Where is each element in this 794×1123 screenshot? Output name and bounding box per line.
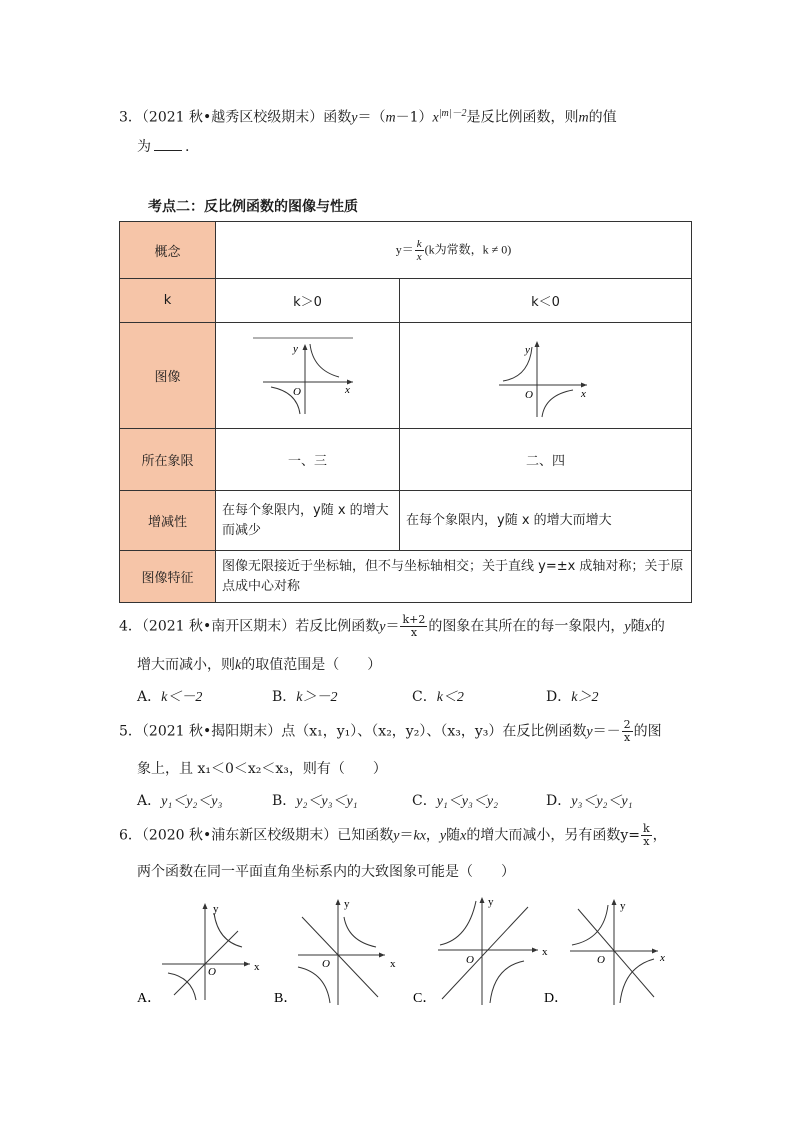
q3-line2 (137, 136, 189, 156)
q6-line2: 两个函数在同一平面直角坐标系内的大致图象可能是（ ） (137, 864, 515, 880)
option-label: C． (412, 689, 437, 705)
concept-formula (216, 222, 692, 279)
q6-graph-b[interactable] (298, 898, 396, 1005)
q3-text: －1） (395, 109, 433, 126)
q6-graph-c[interactable] (438, 896, 548, 1005)
origin-label: O (466, 954, 474, 966)
q6-text: 随 (446, 827, 461, 844)
q6-text: ， (652, 827, 667, 844)
q5-option-a[interactable] (137, 790, 222, 810)
axis-y-label: y (213, 903, 219, 915)
q6-number: 6． (119, 827, 142, 844)
quadrant-label: 所在象限 (120, 429, 216, 491)
q4-var: k (235, 658, 242, 673)
q6-text: ， (425, 827, 440, 844)
q4-text: 随 (630, 618, 645, 635)
axis-y-label: y (488, 896, 494, 908)
feature-text: 图像无限接近于坐标轴，但不与坐标轴相交；关于直线 y=±x 成轴对称；关于原点成中心对称 (216, 551, 692, 603)
axis-y-label: y (292, 342, 298, 355)
q3-text: 函数 (323, 109, 352, 126)
q4-text: ＝ (385, 618, 400, 635)
q6-text: y= (620, 827, 640, 844)
q4-line1 (119, 614, 665, 639)
option-label: A． (137, 689, 162, 705)
q3-text: 的值 (588, 109, 617, 126)
q5-line1 (119, 719, 662, 744)
q6-text: 的增大而减小，另有函数 (466, 827, 621, 844)
q3-text: ＝（ (357, 109, 386, 126)
axis-x-label: x (580, 387, 586, 400)
q3-var: x (432, 110, 439, 126)
q6-var: x (460, 828, 467, 844)
frac-den: x (410, 626, 418, 639)
q6-var: y (439, 828, 447, 844)
origin-label: O (208, 966, 216, 978)
q3-exponent: |m|－2 (438, 108, 467, 119)
feature-label: 图像特征 (120, 551, 216, 603)
origin-label: O (524, 388, 533, 401)
frac-num: 2 (623, 718, 631, 731)
q6-text: 已知函数 (337, 827, 394, 844)
frac-den: x (623, 731, 631, 744)
q4-var: x (644, 619, 651, 635)
option-label: C． (412, 793, 437, 809)
frac-num: k (643, 822, 650, 835)
quadrant-negative: 二、四 (400, 429, 692, 491)
q3-text: . (185, 139, 190, 155)
option-label: B． (272, 793, 297, 809)
q6-var: kx (413, 828, 426, 844)
option-text: y₃＜y₂＜y₁ (571, 794, 633, 809)
q4-text: 的取值范围是（ ） (241, 657, 382, 673)
q5-option-d[interactable] (546, 790, 632, 810)
q3-var: m (578, 110, 589, 126)
q5-number: 5． (119, 723, 142, 740)
frac-den: x (643, 835, 650, 848)
q3-line1 (119, 104, 617, 127)
properties-table (119, 221, 692, 603)
q5-text: ＝－ (592, 723, 621, 740)
option-text: y₁＜y₃＜y₂ (436, 794, 498, 809)
q4-text: 的图象在其所在的每一象限内， (428, 618, 625, 635)
option-label: D． (546, 793, 572, 809)
q3-var: m (385, 110, 396, 126)
option-text: k＞2 (571, 690, 599, 705)
monotonic-label: 增减性 (120, 491, 216, 551)
q6-option-b-label[interactable]: B． (274, 991, 298, 1006)
origin-label: O (292, 385, 301, 398)
q5-line2: 象上，且 x₁＜0＜x₂＜x₃，则有（ ） (137, 761, 387, 777)
q4-option-b[interactable] (272, 686, 338, 706)
frac-num: k+2 (402, 613, 426, 626)
q4-text: 若反比例函数 (295, 618, 380, 635)
hyperbola-first-third-graph (253, 336, 363, 416)
option-label: A． (137, 793, 162, 809)
q5-var: y (586, 724, 593, 740)
quadrant-positive: 一、三 (216, 429, 400, 491)
q5-fraction (622, 719, 633, 744)
q6-source: （2020 秋•浦东新区校级期末） (141, 827, 338, 844)
axis-y-label: y (620, 900, 626, 912)
q3-text: 为 (137, 139, 151, 155)
monotonic-negative: 在每个象限内，y随 x 的增大而增大 (400, 491, 692, 551)
section-title: 考点二：反比例函数的图像与性质 (148, 199, 358, 215)
q5-option-b[interactable] (272, 790, 358, 810)
q6-var: y (393, 828, 400, 844)
k-positive: k＞0 (216, 279, 400, 323)
q4-option-d[interactable] (546, 686, 598, 706)
graph-k-negative (400, 323, 692, 429)
option-text: y₁＜y₂＜y₃ (161, 794, 223, 809)
axis-x-label: x (660, 952, 665, 964)
option-label: D． (546, 689, 572, 705)
q3-source: （2021 秋•越秀区校级期末） (141, 109, 324, 126)
q4-option-c[interactable] (412, 686, 464, 706)
option-text: k＜－2 (161, 690, 203, 705)
origin-label: O (597, 954, 605, 966)
axis-x-label: x (542, 946, 548, 958)
option-text: k＞－2 (296, 690, 338, 705)
k-label: k (120, 279, 216, 323)
axis-x-label: x (344, 383, 350, 396)
graph-k-positive (216, 323, 400, 429)
q6-text: ＝ (399, 827, 414, 844)
q4-text: 增大而减小，则 (137, 657, 235, 673)
frac-den: x (416, 250, 422, 263)
q6-line1 (119, 823, 667, 848)
option-label: B． (272, 689, 297, 705)
frac-num: k (416, 237, 422, 250)
q6-option-c-label[interactable]: C． (413, 991, 437, 1006)
axis-y-label: y (524, 343, 530, 356)
q4-fraction (400, 614, 427, 639)
graph-label: 图像 (120, 323, 216, 429)
q5-text: 点（x₁，y₁）、（x₂，y₂）、（x₃，y₃）在反比例函数 (281, 723, 587, 740)
q4-source: （2021 秋•南开区期末） (141, 618, 296, 635)
q6-option-graphs (130, 895, 780, 1010)
formula-text: y＝ (395, 241, 414, 256)
q5-option-c[interactable] (412, 790, 498, 810)
q5-text: 的图 (633, 723, 662, 740)
q4-text: 的 (650, 618, 665, 635)
q6-graph-d[interactable] (570, 899, 665, 1005)
answer-blank (154, 138, 182, 151)
q4-option-a[interactable] (137, 686, 202, 706)
q4-var: y (379, 619, 386, 635)
origin-label: O (322, 958, 330, 970)
q4-var: y (624, 619, 631, 635)
q6-graph-a[interactable] (162, 903, 260, 1000)
option-text: y₂＜y₃＜y₁ (296, 794, 358, 809)
q4-line2 (137, 654, 381, 674)
q4-number: 4． (119, 618, 142, 635)
k-negative: k＜0 (400, 279, 692, 323)
q6-fraction (641, 823, 652, 848)
q6-option-a-label[interactable]: A． (137, 991, 162, 1006)
hyperbola-second-fourth-graph (491, 333, 601, 419)
q3-text: 是反比例函数，则 (466, 109, 579, 126)
axis-y-label: y (344, 898, 350, 910)
axis-x-label: x (254, 961, 260, 973)
q6-option-d-label[interactable]: D． (544, 991, 569, 1006)
q5-source: （2021 秋•揭阳期末） (141, 723, 282, 740)
formula-fraction (415, 238, 424, 263)
q3-var: y (351, 110, 358, 126)
q3-number: 3． (119, 109, 142, 126)
monotonic-positive: 在每个象限内，y随 x 的增大而减少 (216, 491, 400, 551)
concept-label: 概念 (120, 222, 216, 279)
axis-x-label: x (390, 958, 396, 970)
formula-text: (k为常数，k ≠ 0) (424, 241, 512, 256)
option-text: k＜2 (436, 690, 464, 705)
